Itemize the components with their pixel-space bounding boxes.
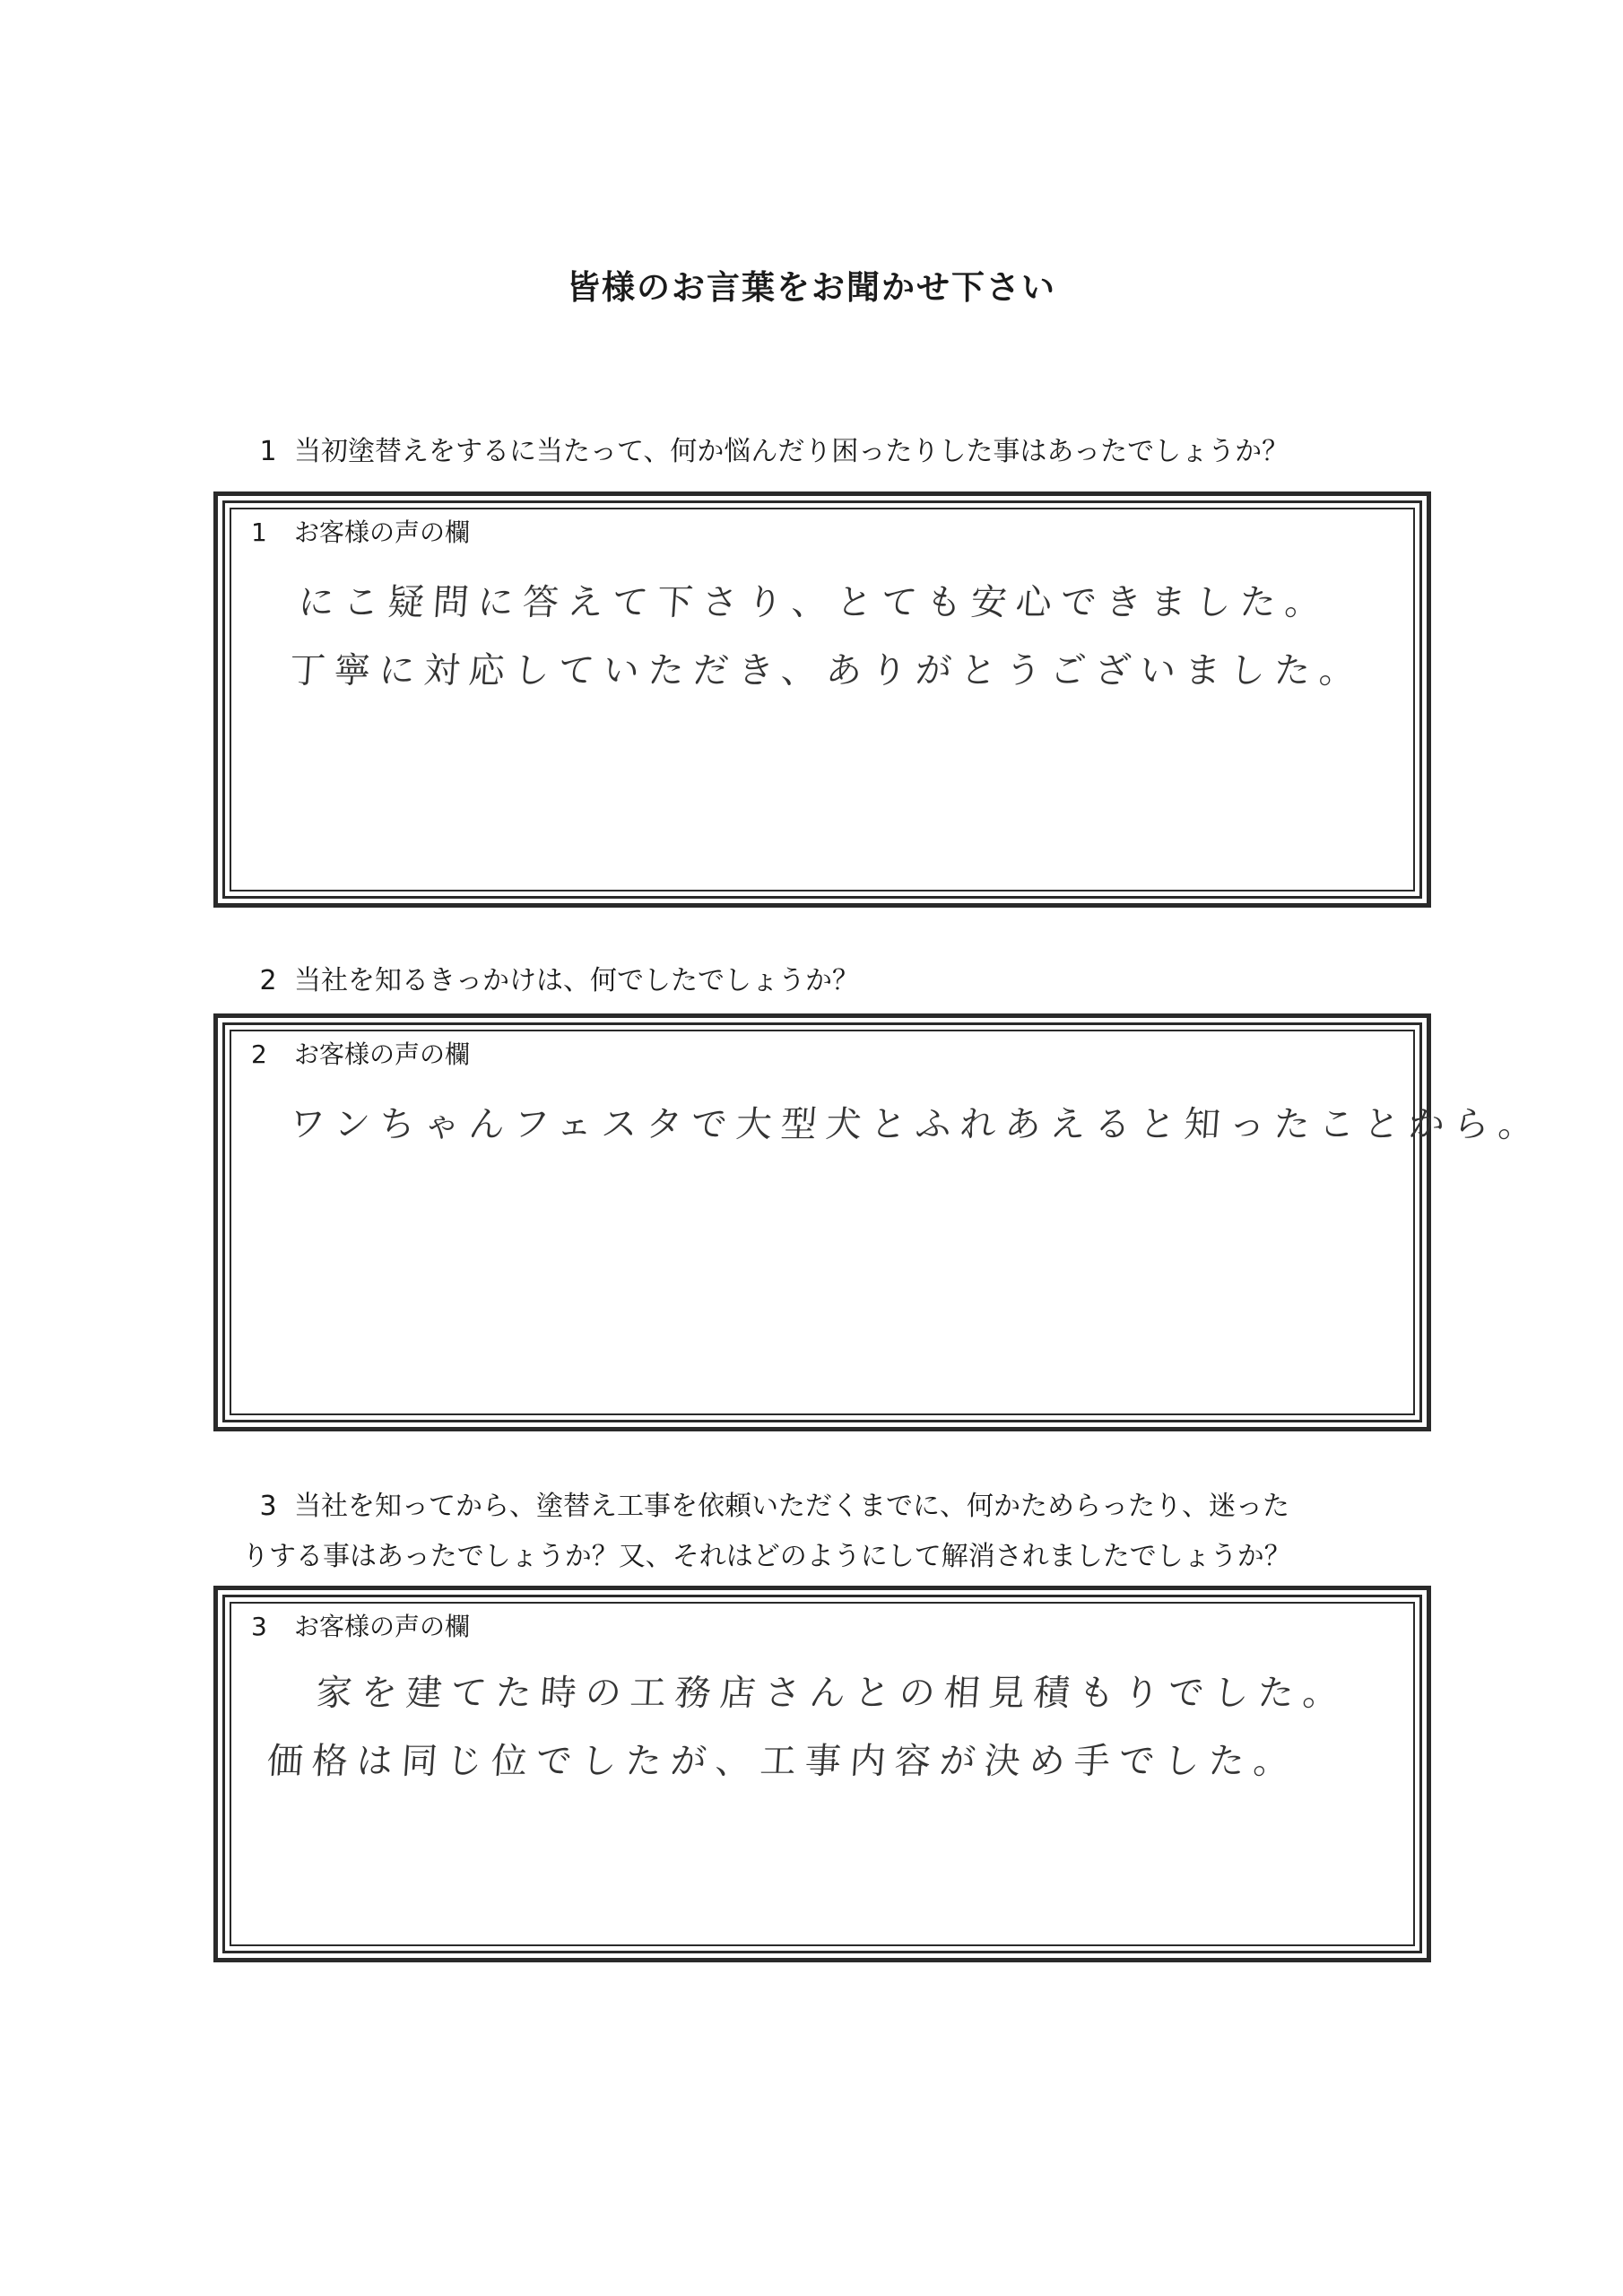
box-label-text: お客様の声の欄 (294, 1612, 471, 1641)
handwritten-answer-line: 丁寧に対応していただき、ありがとうございました。 (288, 650, 1366, 691)
question-line (242, 1532, 1435, 1582)
question-2 (242, 956, 1435, 1006)
box-label-text: お客様の声の欄 (294, 517, 471, 547)
box-label-number: 1 (251, 517, 267, 547)
answer-box-2 (213, 1013, 1545, 1431)
answer-box-3 (213, 1586, 1431, 1962)
question-number: 3 (259, 1491, 277, 1522)
question-text: りする事はあったでしょうか？又、それはどのようにして解消されましたでしょうか？ (242, 1541, 1291, 1572)
handwritten-answer-line: にこ疑問に答えて下さり、とても安心できました。 (297, 582, 1332, 623)
handwritten-answer-line: 家を建てた時の工務店さんとの相見積もりでした。 (315, 1673, 1350, 1714)
box-label-number: 3 (251, 1612, 267, 1641)
question-text: 当社を知るきっかけは、何でしたでしょうか？ (294, 965, 859, 996)
box-label-text: お客様の声の欄 (294, 1039, 471, 1069)
question-text: 当初塗替えをするに当たって、何か悩んだり困ったりした事はあったでしょうか？ (294, 436, 1289, 467)
question-number: 2 (259, 965, 277, 996)
box-label (251, 1609, 470, 1645)
question-number: 1 (259, 436, 277, 467)
handwritten-answer-line: 価格は同じ位でしたが、工事内容が決め手でした。 (265, 1741, 1300, 1782)
question-line (242, 1482, 1435, 1532)
question-text: 当社を知ってから、塗替え工事を依頼いただくまでに、何かためらったり、迷った (294, 1491, 1289, 1522)
box-label (251, 515, 470, 551)
question-3 (242, 1482, 1435, 1582)
box-label-number: 2 (251, 1039, 267, 1069)
question-1 (242, 427, 1435, 477)
answer-box-1 (213, 491, 1431, 908)
box-label (251, 1037, 470, 1073)
handwritten-answer-line: ワンちゃんフェスタで大型犬とふれあえると知ったことから。 (288, 1104, 1545, 1145)
page-title: 皆様のお言葉をお聞かせ下さい (567, 268, 1056, 307)
